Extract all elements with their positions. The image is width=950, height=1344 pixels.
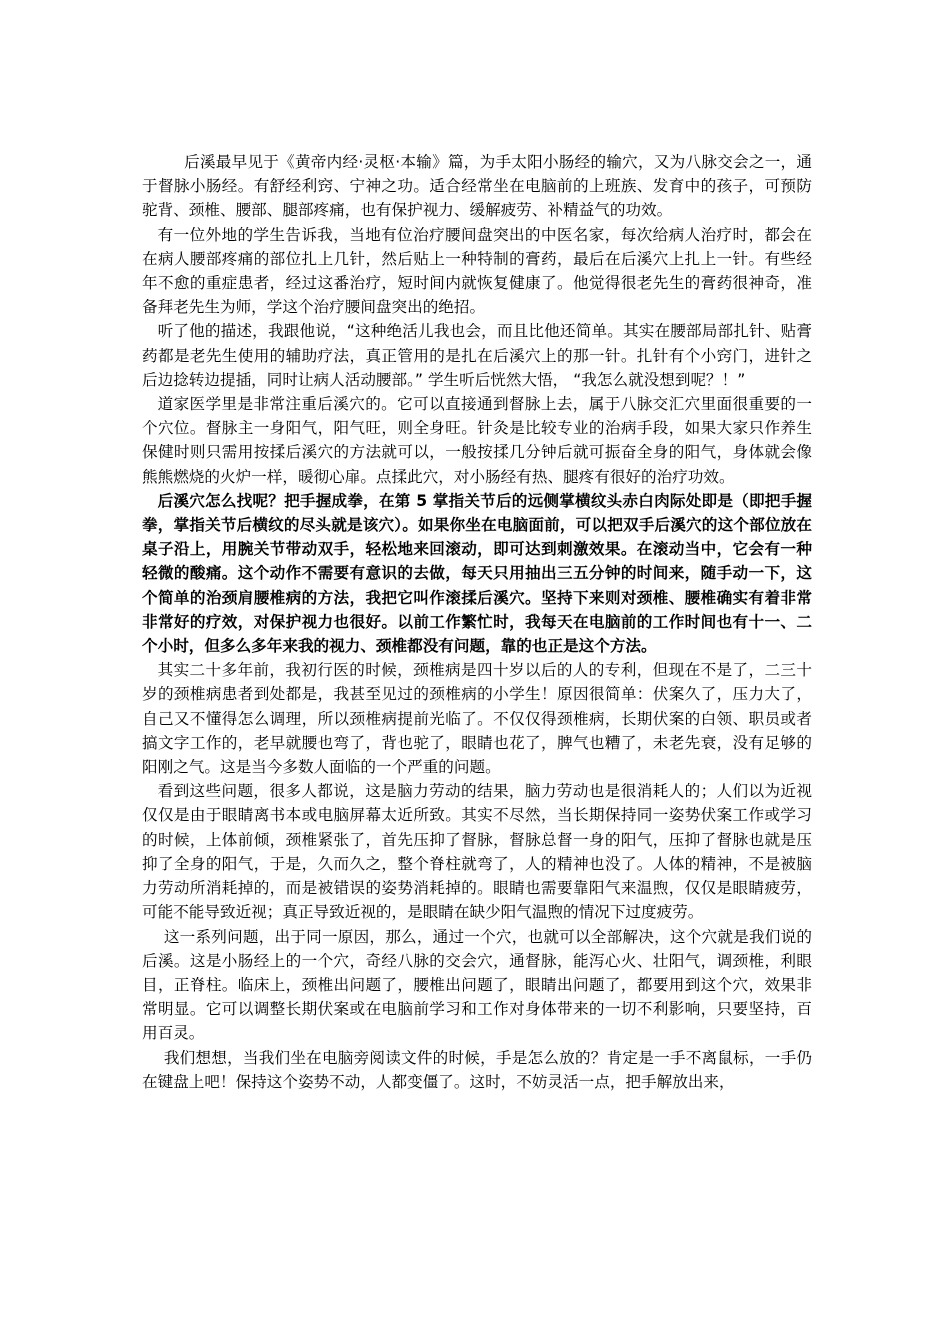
paragraph-how-to-find-bold: 后溪穴怎么找呢？把手握成拳，在第 5 掌指关节后的远侧掌横纹头赤白肉际处即是（即把手握拳，掌指关节后横纹的尽头就是该穴）。如果你坐在电脑面前，可以把双手后溪穴的这个部位放在桌子沿上，用腕关节带动双手，轻松地来回滚动，即可达到刺激效果。在滚动当中，它会有一种轻微的酸痛。这个动作不需要有意识的去做，每天只用抽出三五分钟的时间来，随手动一下，这个简单的治颈肩腰椎病的方法，我把它叫作滚揉后溪穴。坚持下来则对颈椎、腰椎确实有着非常非常好的疗效，对保护视力也很好。以前工作繁忙时，我每天在电脑前的工作时间也有十一、二个小时，但多么多年来我的视力、颈椎都没有问题，靠的也正是这个方法。 <box>142 491 812 656</box>
paragraph-brain-work: 看到这些问题，很多人都说，这是脑力劳动的结果，脑力劳动也是很消耗人的；人们以为近视仅仅是由于眼睛离书本或电脑屏幕太近所致。其实不尽然，当长期保持同一姿势伏案工作或学习的时候，上体前倾，颈椎紧张了，首先压抑了督脉，督脉总督一身的阳气，压抑了督脉也就是压抑了全身的阳气，于是，久而久之，整个脊柱就弯了，人的精神也没了。人体的精神，不是被脑力劳动所消耗掉的，而是被错误的姿势消耗掉的。眼睛也需要靠阳气来温煦，仅仅是眼睛疲劳，可能不能导致近视；真正导致近视的，是眼睛在缺少阳气温煦的情况下过度疲劳。 <box>142 782 812 922</box>
paragraph-student-story: 有一位外地的学生告诉我，当地有位治疗腰间盘突出的中医名家，每次给病人治疗时，都会在在病人腰部疼痛的部位扎上几针，然后贴上一种特制的膏药，最后在后溪穴上扎上一针。有些经年不愈的重症患者，经过这番治疗，短时间内就恢复健康了。他觉得很老先生的膏药很神奇，准备拜老先生为师，学这个治疗腰间盘突出的绝招。 <box>142 225 812 317</box>
paragraph-reply: 听了他的描述，我跟他说，“这种绝活儿我也会，而且比他还简单。其实在腰部局部扎针、贴膏药都是老先生使用的辅助疗法，真正管用的是扎在后溪穴上的那一针。扎针有个小窍门，进针之后边捻转边提插，同时让病人活动腰部。” 学生听后恍然大悟， “我怎么就没想到呢？！” <box>142 322 812 389</box>
paragraph-cervical-disease: 其实二十多年前，我初行医的时候，颈椎病是四十岁以后的人的专利，但现在不是了，二三十岁的颈椎病患者到处都是，我甚至见过的颈椎病的小学生！原因很简单：伏案久了，压力大了，自己又不懂得怎么调理，所以颈椎病提前光临了。不仅仅得颈椎病，长期伏案的白领、职员或者搞文字工作的，老早就腰也弯了，背也驼了，眼睛也花了，脾气也糟了，未老先衰，没有足够的阳刚之气。这是当今多数人面临的一个严重的问题。 <box>142 661 812 777</box>
paragraph-houxi-intro: 后溪最早见于《黄帝内经·灵枢·本输》篇，为手太阳小肠经的输穴，又为八脉交会之一，通于督脉小肠经。有舒经利窍、宁神之功。适合经常坐在电脑前的上班族、发育中的孩子，可预防驼背、颈椎、腰部、腿部疼痛，也有保护视力、缓解疲劳、补精益气的功效。 <box>142 153 812 220</box>
paragraph-one-point-solution: 这一系列问题，出于同一原因，那么，通过一个穴，也就可以全部解决，这个穴就是我们说的后溪。这是小肠经上的一个穴，奇经八脉的交会穴，通督脉，能泻心火、壮阳气，调颈椎，利眼目，正脊柱。临床上，颈椎出问题了，腰椎出问题了，眼睛出问题了，都要用到这个穴，效果非常明显。它可以调整长期伏案或在电脑前学习和工作对身体带来的一切不利影响，只要坚持，百用百灵。 <box>142 927 812 1043</box>
paragraph-taoist-medicine: 道家医学里是非常注重后溪穴的。它可以直接通到督脉上去，属于八脉交汇穴里面很重要的一个穴位。督脉主一身阳气，阳气旺，则全身旺。针灸是比较专业的治病手段，如果大家只作养生保健时则只需用按揉后溪穴的方法就可以，一般按揉几分钟后就可振奋全身的阳气，身体就会像熊熊燃烧的火炉一样，暖彻心扉。点揉此穴，对小肠经有热、腿疼有很好的治疗功效。 <box>142 395 812 486</box>
paragraph-computer-posture: 我们想想，当我们坐在电脑旁阅读文件的时候，手是怎么放的？肯定是一手不离鼠标，一手仍在键盘上吧！保持这个姿势不动，人都变僵了。这时，不妨灵活一点，把手解放出来， <box>142 1048 812 1091</box>
document-page <box>142 150 812 1094</box>
